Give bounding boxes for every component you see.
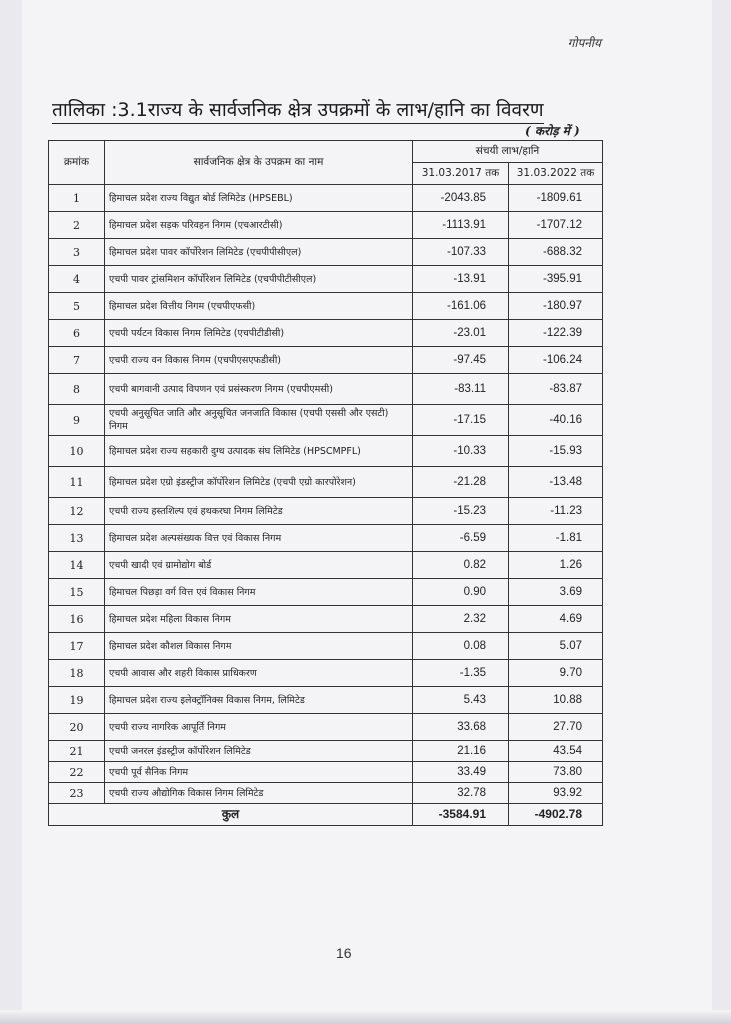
row-name: हिमाचल प्रदेश राज्य इलेक्ट्रॉनिक्स विकास निगम, लिमिटेड [105,687,413,714]
row-value-2017: 0.82 [413,552,509,579]
row-serial: 2 [49,212,105,239]
row-value-2017: 0.08 [413,633,509,660]
row-value-2017: -23.01 [413,320,509,347]
table-title: तालिका :3.1राज्य के सार्वजनिक क्षेत्र उपक्रमों के लाभ/हानि का विवरण [52,96,544,124]
row-serial: 9 [49,405,105,436]
row-value-2022: -40.16 [509,405,603,436]
table-row [49,714,603,741]
row-name: एचपी राज्य औद्योगिक विकास निगम लिमिटेड [105,783,413,804]
row-name: हिमाचल पिछड़ा वर्ग वित्त एवं विकास निगम [105,579,413,606]
col-header-serial: क्रमांक [49,141,105,185]
row-name: एचपी पर्यटन विकास निगम लिमिटेड (एचपीटीडीसी) [105,320,413,347]
row-value-2017: -97.45 [413,347,509,374]
row-value-2022: -83.87 [509,374,603,405]
table-row [49,467,603,498]
row-value-2022: -180.97 [509,293,603,320]
row-name: हिमाचल प्रदेश राज्य विद्युत बोर्ड लिमिटेड (HPSEBL) [105,185,413,212]
row-value-2017: 32.78 [413,783,509,804]
row-value-2017: 33.49 [413,762,509,783]
table-row [49,498,603,525]
row-value-2017: 0.90 [413,579,509,606]
table-row [49,347,603,374]
row-value-2022: -13.48 [509,467,603,498]
row-name: एचपी बागवानी उत्पाद विपणन एवं प्रसंस्करण निगम (एचपीएमसी) [105,374,413,405]
row-serial: 10 [49,436,105,467]
table-row [49,762,603,783]
table-row [49,633,603,660]
row-value-2022: 5.07 [509,633,603,660]
table-row [49,436,603,467]
row-value-2017: -1.35 [413,660,509,687]
row-value-2022: 1.26 [509,552,603,579]
row-name: हिमाचल प्रदेश एग्रो इंडस्ट्रीज कॉर्पोरेशन लिमिटेड (एचपी एग्रो कारपोरेशन) [105,467,413,498]
pse-profit-loss-table [48,140,603,826]
row-value-2022: -688.32 [509,239,603,266]
row-name: एचपी आवास और शहरी विकास प्राधिकरण [105,660,413,687]
table-body [49,185,603,804]
row-value-2022: 9.70 [509,660,603,687]
row-value-2022: 3.69 [509,579,603,606]
row-serial: 1 [49,185,105,212]
table-row [49,293,603,320]
row-name: हिमाचल प्रदेश अल्पसंख्यक वित्त एवं विकास निगम [105,525,413,552]
row-value-2022: -11.23 [509,498,603,525]
table-row [49,606,603,633]
row-name: एचपी राज्य हस्तशिल्प एवं हथकरघा निगम लिमिटेड [105,498,413,525]
row-value-2017: -21.28 [413,467,509,498]
row-name: एचपी राज्य वन विकास निगम (एचपीएसएफडीसी) [105,347,413,374]
row-serial: 21 [49,741,105,762]
row-serial: 18 [49,660,105,687]
table-row [49,320,603,347]
page-edge [0,1010,731,1024]
confidential-label: गोपनीय [567,36,601,50]
row-value-2017: -83.11 [413,374,509,405]
row-serial: 3 [49,239,105,266]
row-serial: 16 [49,606,105,633]
row-value-2017: 2.32 [413,606,509,633]
total-label: कुल [49,804,413,826]
row-name: हिमाचल प्रदेश सड़क परिवहन निगम (एचआरटीसी) [105,212,413,239]
table-row [49,552,603,579]
row-value-2022: 43.54 [509,741,603,762]
table-row [49,212,603,239]
unit-label: ( करोड़ में ) [525,124,580,138]
row-serial: 4 [49,266,105,293]
table-row [49,239,603,266]
row-serial: 22 [49,762,105,783]
col-header-2022: 31.03.2022 तक [509,163,603,185]
row-serial: 20 [49,714,105,741]
row-value-2017: -10.33 [413,436,509,467]
row-serial: 13 [49,525,105,552]
total-2022: -4902.78 [509,804,603,826]
row-serial: 12 [49,498,105,525]
row-serial: 23 [49,783,105,804]
row-value-2017: 5.43 [413,687,509,714]
table-row [49,185,603,212]
row-serial: 17 [49,633,105,660]
row-value-2022: -15.93 [509,436,603,467]
row-value-2022: 93.92 [509,783,603,804]
row-value-2022: -1809.61 [509,185,603,212]
row-serial: 6 [49,320,105,347]
row-name: हिमाचल प्रदेश महिला विकास निगम [105,606,413,633]
row-value-2017: -6.59 [413,525,509,552]
row-serial: 8 [49,374,105,405]
table-row [49,741,603,762]
row-name: हिमाचल प्रदेश पावर कॉर्पोरेशन लिमिटेड (एचपीपीसीएल) [105,239,413,266]
row-value-2017: -2043.85 [413,185,509,212]
row-value-2022: -122.39 [509,320,603,347]
row-value-2022: 73.80 [509,762,603,783]
row-value-2017: 33.68 [413,714,509,741]
row-value-2017: -1113.91 [413,212,509,239]
row-value-2022: -1707.12 [509,212,603,239]
row-name: एचपी अनुसूचित जाति और अनुसूचित जनजाति विकास (एचपी एससी और एसटी) निगम [105,405,413,436]
table-row [49,266,603,293]
table-row [49,525,603,552]
row-name: एचपी राज्य नागरिक आपूर्ति निगम [105,714,413,741]
table-row [49,579,603,606]
row-serial: 15 [49,579,105,606]
row-value-2022: 10.88 [509,687,603,714]
row-value-2022: -1.81 [509,525,603,552]
row-value-2022: -395.91 [509,266,603,293]
col-header-cumulative: संचयी लाभ/हानि [413,141,603,163]
total-row [49,804,603,826]
row-name: हिमाचल प्रदेश कौशल विकास निगम [105,633,413,660]
row-value-2017: -17.15 [413,405,509,436]
row-name: हिमाचल प्रदेश राज्य सहकारी दुग्ध उत्पादक संघ लिमिटेड (HPSCMPFL) [105,436,413,467]
total-2017: -3584.91 [413,804,509,826]
table-row [49,783,603,804]
col-header-2017: 31.03.2017 तक [413,163,509,185]
row-value-2022: -106.24 [509,347,603,374]
row-serial: 19 [49,687,105,714]
row-name: एचपी पूर्व सैनिक निगम [105,762,413,783]
row-value-2017: -15.23 [413,498,509,525]
row-serial: 11 [49,467,105,498]
row-serial: 5 [49,293,105,320]
row-name: हिमाचल प्रदेश वित्तीय निगम (एचपीएफसी) [105,293,413,320]
table-row [49,660,603,687]
table-row [49,374,603,405]
row-name: एचपी जनरल इंडस्ट्रीज कॉर्पोरेशन लिमिटेड [105,741,413,762]
page-number: 16 [336,945,352,961]
row-name: एचपी खादी एवं ग्रामोद्योग बोर्ड [105,552,413,579]
row-serial: 7 [49,347,105,374]
row-value-2022: 4.69 [509,606,603,633]
table-row [49,405,603,436]
row-name: एचपी पावर ट्रांसमिशन कॉर्पोरेशन लिमिटेड (एचपीपीटीसीएल) [105,266,413,293]
row-value-2017: 21.16 [413,741,509,762]
row-value-2022: 27.70 [509,714,603,741]
col-header-name: सार्वजनिक क्षेत्र के उपक्रम का नाम [105,141,413,185]
row-value-2017: -13.91 [413,266,509,293]
row-value-2017: -107.33 [413,239,509,266]
row-serial: 14 [49,552,105,579]
table-row [49,687,603,714]
row-value-2017: -161.06 [413,293,509,320]
